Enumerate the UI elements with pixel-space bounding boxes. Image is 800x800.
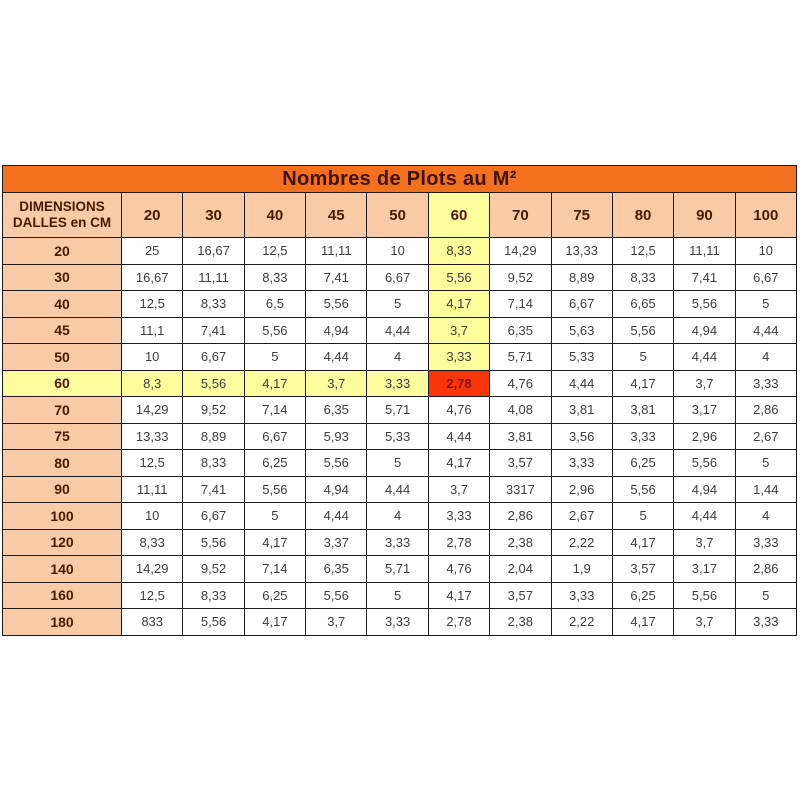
- table-cell: 5,56: [612, 476, 673, 503]
- table-cell: 3,81: [551, 397, 612, 424]
- table-cell: 5: [612, 344, 673, 371]
- table-cell: 5,56: [183, 529, 244, 556]
- table-cell: 4,17: [428, 450, 489, 477]
- table-cell: 10: [367, 238, 428, 265]
- table-cell: 4,76: [428, 397, 489, 424]
- table-cell: 4: [367, 503, 428, 530]
- table-cell: 7,41: [306, 264, 367, 291]
- table-cell: 3,81: [612, 397, 673, 424]
- table-cell: 7,41: [183, 476, 244, 503]
- table-cell: 3,57: [490, 582, 551, 609]
- column-header: 45: [306, 193, 367, 238]
- table-cell: 6,67: [367, 264, 428, 291]
- column-header: 40: [244, 193, 305, 238]
- table-cell: 4,17: [244, 370, 305, 397]
- table-cell: 3,7: [306, 370, 367, 397]
- row-header: 60: [3, 370, 122, 397]
- table-cell: 6,25: [612, 582, 673, 609]
- table-cell: 8,33: [244, 264, 305, 291]
- table-cell: 7,41: [674, 264, 735, 291]
- table-cell: 11,11: [306, 238, 367, 265]
- table-cell: 10: [735, 238, 796, 265]
- row-header: 70: [3, 397, 122, 424]
- plots-per-m2-table: [2, 192, 797, 636]
- table-cell: 6,67: [183, 503, 244, 530]
- table-cell: 2,38: [490, 529, 551, 556]
- table-cell: 6,35: [490, 317, 551, 344]
- table-cell: 3,7: [428, 317, 489, 344]
- table-cell: 3,33: [428, 503, 489, 530]
- table-cell: 5: [244, 503, 305, 530]
- table-cell: 4,17: [244, 609, 305, 636]
- table-head: [3, 193, 797, 238]
- table-cell: 4,94: [674, 317, 735, 344]
- table-cell: 5: [367, 291, 428, 318]
- table-cell: 12,5: [122, 291, 183, 318]
- table-cell: 5,56: [183, 370, 244, 397]
- table-cell: 3317: [490, 476, 551, 503]
- table-row: [3, 370, 797, 397]
- table-cell: 5,56: [306, 291, 367, 318]
- table-cell: 4,44: [428, 423, 489, 450]
- table-cell: 8,33: [183, 582, 244, 609]
- table-cell: 25: [122, 238, 183, 265]
- table-cell: 5,63: [551, 317, 612, 344]
- table-cell: 2,38: [490, 609, 551, 636]
- table-cell: 6,67: [183, 344, 244, 371]
- table-cell: 3,17: [674, 556, 735, 583]
- row-header: 30: [3, 264, 122, 291]
- table-cell: 8,33: [183, 450, 244, 477]
- table-cell: 3,17: [674, 397, 735, 424]
- table-cell: 3,33: [367, 609, 428, 636]
- table-cell: 8,33: [428, 238, 489, 265]
- table-cell: 8,33: [183, 291, 244, 318]
- table-cell: 3,33: [735, 609, 796, 636]
- table-cell: 2,78: [428, 529, 489, 556]
- table-cell: 8,33: [612, 264, 673, 291]
- table-cell: 8,3: [122, 370, 183, 397]
- table-cell: 12,5: [612, 238, 673, 265]
- table-cell: 4,94: [674, 476, 735, 503]
- table-row: [3, 423, 797, 450]
- table-cell: 5,93: [306, 423, 367, 450]
- row-header: 45: [3, 317, 122, 344]
- table-row: [3, 317, 797, 344]
- row-header: 120: [3, 529, 122, 556]
- table-cell: 3,33: [367, 370, 428, 397]
- table-cell: 5: [735, 450, 796, 477]
- table-cell: 4,44: [306, 344, 367, 371]
- table-cell: 1,44: [735, 476, 796, 503]
- table-cell: 4,44: [735, 317, 796, 344]
- table-row: [3, 556, 797, 583]
- table-cell: 10: [122, 503, 183, 530]
- table-cell: 14,29: [122, 556, 183, 583]
- table-cell: 2,96: [674, 423, 735, 450]
- table-cell: 3,37: [306, 529, 367, 556]
- table-cell: 5,71: [367, 397, 428, 424]
- table-cell: 4,94: [306, 476, 367, 503]
- row-header: 75: [3, 423, 122, 450]
- table-cell: 3,33: [428, 344, 489, 371]
- table-cell: 3,7: [674, 529, 735, 556]
- row-header: 40: [3, 291, 122, 318]
- table-title: Nombres de Plots au M²: [2, 165, 797, 192]
- table-cell: 12,5: [122, 450, 183, 477]
- table-cell: 11,11: [122, 476, 183, 503]
- table-cell: 5: [612, 503, 673, 530]
- column-header: 20: [122, 193, 183, 238]
- row-header: 160: [3, 582, 122, 609]
- table-cell: 7,14: [244, 397, 305, 424]
- table-cell: 5,71: [490, 344, 551, 371]
- column-header: 75: [551, 193, 612, 238]
- table-cell: 5,56: [674, 582, 735, 609]
- table-cell: 4,17: [612, 609, 673, 636]
- table-row: [3, 609, 797, 636]
- table-row: [3, 344, 797, 371]
- table-cell: 6,5: [244, 291, 305, 318]
- table-cell: 4,17: [244, 529, 305, 556]
- table-cell: 13,33: [551, 238, 612, 265]
- table-cell: 5,56: [244, 476, 305, 503]
- table-cell: 2,78: [428, 370, 489, 397]
- table-cell: 6,35: [306, 556, 367, 583]
- table-cell: 4,17: [428, 291, 489, 318]
- table-cell: 5,33: [551, 344, 612, 371]
- table-cell: 2,67: [735, 423, 796, 450]
- table-cell: 11,11: [183, 264, 244, 291]
- table-cell: 3,7: [428, 476, 489, 503]
- table-row: [3, 264, 797, 291]
- table-cell: 6,67: [244, 423, 305, 450]
- table-row: [3, 529, 797, 556]
- table-cell: 6,25: [244, 582, 305, 609]
- row-header: 90: [3, 476, 122, 503]
- table-cell: 5: [367, 582, 428, 609]
- column-header: 100: [735, 193, 796, 238]
- table-cell: 2,86: [490, 503, 551, 530]
- row-header: 180: [3, 609, 122, 636]
- table-cell: 3,7: [674, 370, 735, 397]
- table-cell: 6,65: [612, 291, 673, 318]
- row-header: 100: [3, 503, 122, 530]
- table-cell: 2,86: [735, 556, 796, 583]
- table-cell: 11,11: [674, 238, 735, 265]
- table-cell: 6,35: [306, 397, 367, 424]
- table-cell: 5: [735, 582, 796, 609]
- table-cell: 2,04: [490, 556, 551, 583]
- table-cell: 9,52: [183, 556, 244, 583]
- table-cell: 4,17: [428, 582, 489, 609]
- table-row: [3, 450, 797, 477]
- table-cell: 4,76: [428, 556, 489, 583]
- table-cell: 4,44: [367, 476, 428, 503]
- table-cell: 4,44: [367, 317, 428, 344]
- table-cell: 2,78: [428, 609, 489, 636]
- column-header: 50: [367, 193, 428, 238]
- table-cell: 3,57: [612, 556, 673, 583]
- table-cell: 3,33: [551, 450, 612, 477]
- row-header: 80: [3, 450, 122, 477]
- table-row: [3, 238, 797, 265]
- table-cell: 5,56: [674, 291, 735, 318]
- table-cell: 13,33: [122, 423, 183, 450]
- table-cell: 10: [122, 344, 183, 371]
- table-cell: 5,56: [244, 317, 305, 344]
- table-cell: 5,33: [367, 423, 428, 450]
- table-cell: 5,56: [428, 264, 489, 291]
- table-cell: 5,71: [367, 556, 428, 583]
- table-cell: 6,25: [612, 450, 673, 477]
- table-cell: 11,1: [122, 317, 183, 344]
- table-cell: 4,44: [306, 503, 367, 530]
- table-row: [3, 582, 797, 609]
- table-cell: 3,33: [735, 529, 796, 556]
- table-cell: 5: [735, 291, 796, 318]
- table-body: [3, 238, 797, 636]
- column-header: 60: [428, 193, 489, 238]
- table-cell: 3,57: [490, 450, 551, 477]
- column-header: 80: [612, 193, 673, 238]
- table-cell: 3,33: [612, 423, 673, 450]
- table-cell: 4,44: [551, 370, 612, 397]
- table-cell: 5,56: [183, 609, 244, 636]
- table-cell: 12,5: [122, 582, 183, 609]
- table-cell: 7,14: [244, 556, 305, 583]
- column-header: 90: [674, 193, 735, 238]
- table-cell: 14,29: [122, 397, 183, 424]
- table-cell: 3,33: [551, 582, 612, 609]
- table-row: [3, 291, 797, 318]
- row-header: 50: [3, 344, 122, 371]
- table-cell: 6,67: [551, 291, 612, 318]
- table-cell: 3,33: [735, 370, 796, 397]
- table-cell: 12,5: [244, 238, 305, 265]
- corner-header-cell: DIMENSIONS DALLES en CM: [3, 193, 122, 238]
- table-cell: 4: [367, 344, 428, 371]
- table-cell: 833: [122, 609, 183, 636]
- table-cell: 9,52: [490, 264, 551, 291]
- table-cell: 4,08: [490, 397, 551, 424]
- table-cell: 8,89: [551, 264, 612, 291]
- table-cell: 5,56: [674, 450, 735, 477]
- table-cell: 5,56: [612, 317, 673, 344]
- table-cell: 3,81: [490, 423, 551, 450]
- table-cell: 5,56: [306, 450, 367, 477]
- table-cell: 9,52: [183, 397, 244, 424]
- table-cell: 2,22: [551, 529, 612, 556]
- table-cell: 8,33: [122, 529, 183, 556]
- table-cell: 4,44: [674, 503, 735, 530]
- plots-table: [2, 165, 797, 636]
- table-cell: 8,89: [183, 423, 244, 450]
- column-header: 30: [183, 193, 244, 238]
- table-cell: 4,17: [612, 370, 673, 397]
- table-cell: 4: [735, 503, 796, 530]
- column-header: 70: [490, 193, 551, 238]
- table-row: [3, 503, 797, 530]
- table-cell: 5: [367, 450, 428, 477]
- table-cell: 3,7: [306, 609, 367, 636]
- table-cell: 1,9: [551, 556, 612, 583]
- table-row: [3, 397, 797, 424]
- table-cell: 5: [244, 344, 305, 371]
- table-row: [3, 476, 797, 503]
- table-cell: 2,67: [551, 503, 612, 530]
- table-cell: 2,86: [735, 397, 796, 424]
- table-cell: 5,56: [306, 582, 367, 609]
- table-cell: 3,56: [551, 423, 612, 450]
- row-header: 20: [3, 238, 122, 265]
- table-cell: 4,76: [490, 370, 551, 397]
- table-cell: 4,44: [674, 344, 735, 371]
- table-cell: 2,96: [551, 476, 612, 503]
- table-cell: 4,17: [612, 529, 673, 556]
- table-cell: 4,94: [306, 317, 367, 344]
- row-header: 140: [3, 556, 122, 583]
- table-cell: 6,67: [735, 264, 796, 291]
- table-cell: 6,25: [244, 450, 305, 477]
- column-header-row: [3, 193, 797, 238]
- table-cell: 14,29: [490, 238, 551, 265]
- table-cell: 2,22: [551, 609, 612, 636]
- table-cell: 16,67: [183, 238, 244, 265]
- table-cell: 4: [735, 344, 796, 371]
- table-cell: 16,67: [122, 264, 183, 291]
- table-cell: 7,41: [183, 317, 244, 344]
- table-cell: 7,14: [490, 291, 551, 318]
- table-cell: 3,7: [674, 609, 735, 636]
- table-cell: 3,33: [367, 529, 428, 556]
